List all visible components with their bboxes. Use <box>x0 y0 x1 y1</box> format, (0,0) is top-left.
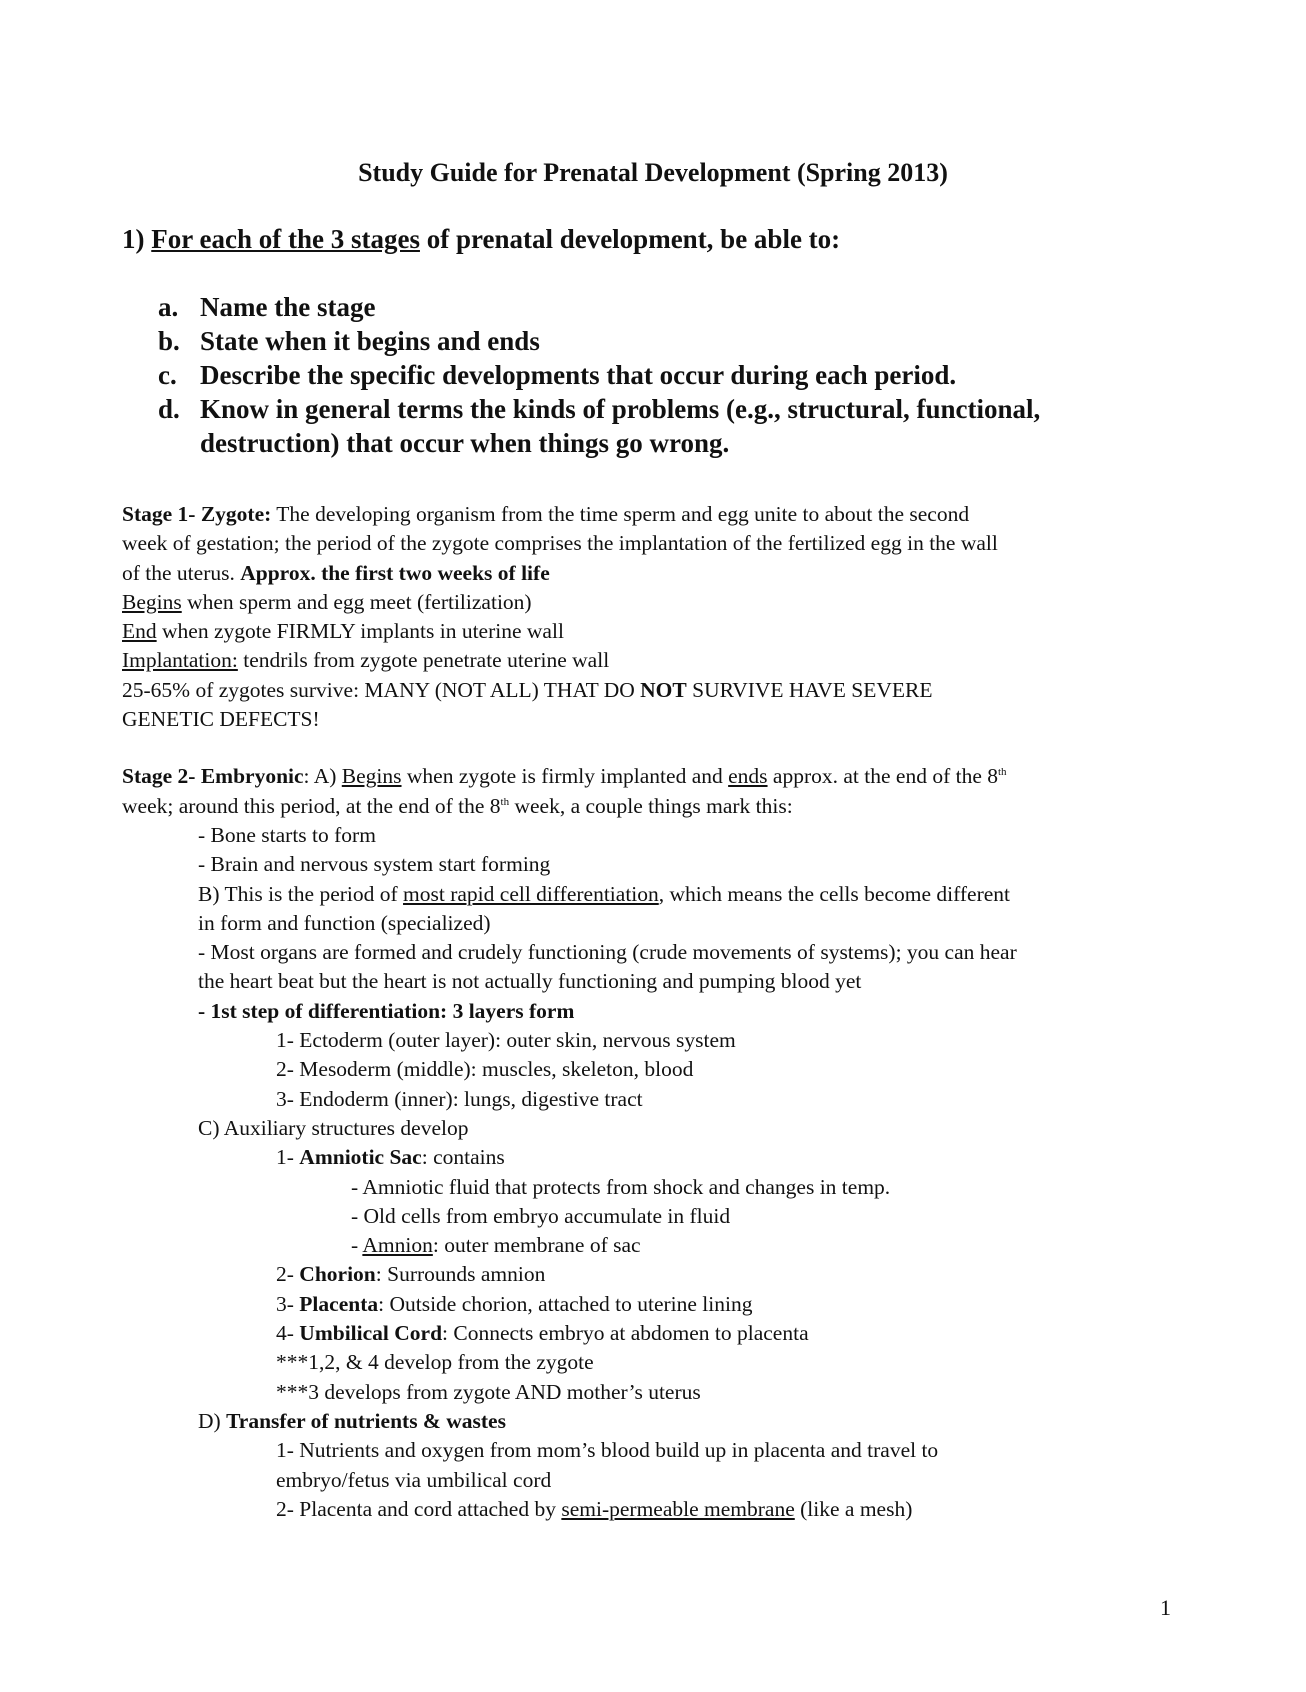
stage2-begins: Begins <box>341 764 402 789</box>
cord-text: : Connects embryo at abdomen to placenta <box>442 1321 809 1346</box>
d2-line <box>122 1495 1182 1524</box>
stage1-begins-text: when sperm and egg meet (fertilization) <box>181 589 532 614</box>
stage2-organs-2: the heart beat but the heart is not actually functioning and pumping blood yet <box>198 969 862 994</box>
paragraph-gap <box>122 734 1182 762</box>
stage1-implantation-text: tendrils from zygote penetrate uterine wall <box>237 648 610 673</box>
objective-text: Describe the specific developments that occur during each period. <box>200 360 957 390</box>
umbilical-cord-line <box>122 1319 1182 1348</box>
chorion-text: : Surrounds amnion <box>375 1262 546 1287</box>
amniotic-text: : contains <box>421 1145 505 1170</box>
note-2: ***3 develops from zygote AND mother’s uterus <box>276 1379 701 1404</box>
amnion-dash: - <box>351 1233 363 1258</box>
stage1-survive-not: NOT <box>640 677 687 702</box>
objective-item <box>158 324 1158 358</box>
stage1-desc-2: week of gestation; the period of the zygote comprises the implantation of the fertilized egg in the wall <box>122 531 998 556</box>
d1-line-1: 1- Nutrients and oxygen from mom’s blood build up in placenta and travel to <box>276 1438 939 1463</box>
stage2-intro-line <box>122 762 1182 791</box>
document-title: Study Guide for Prenatal Development (Spring 2013) <box>358 158 948 187</box>
note-1: ***1,2, & 4 develop from the zygote <box>276 1350 594 1375</box>
stage2-b-pre: B) This is the period of <box>198 881 404 906</box>
d-prefix: D) <box>198 1408 227 1433</box>
stage2-a-mid: when zygote is firmly implanted and <box>401 764 729 789</box>
old-cells: - Old cells from embryo accumulate in fluid <box>351 1203 731 1228</box>
stage1-implantation-label: Implantation: <box>122 648 238 673</box>
objective-letter: c. <box>158 360 177 390</box>
stage2-b-line-2: in form and function (specialized) <box>198 910 491 935</box>
stage1-intro-line <box>122 500 1182 529</box>
stage2-a-tail: approx. at the end of the 8 <box>767 764 998 789</box>
objective-item <box>158 392 1158 460</box>
germ-layer-item: 3- Endoderm (inner): lungs, digestive tract <box>276 1086 643 1111</box>
chorion-label: Chorion <box>299 1262 376 1287</box>
superscript-th: th <box>998 766 1007 779</box>
amnion-line <box>122 1231 1182 1260</box>
document-body <box>122 500 1182 1524</box>
cord-label: Umbilical Cord <box>299 1321 443 1346</box>
stage2-b-line <box>122 880 1182 909</box>
objective-text: Know in general terms the kinds of problems (e.g., structural, functional, destruction) that occur when things go wrong. <box>200 394 1041 458</box>
stage2-brain: - Brain and nervous system start forming <box>198 852 551 877</box>
d-label: Transfer of nutrients & wastes <box>226 1408 506 1433</box>
d2-pre: 2- Placenta and cord attached by <box>276 1496 562 1521</box>
heading-underlined: For each of the 3 stages <box>151 224 420 254</box>
stage1-end-text: when zygote FIRMLY implants in uterine wall <box>156 619 564 644</box>
cord-num: 4- <box>276 1321 300 1346</box>
stage1-approx: Approx. the first two weeks of life <box>240 560 550 585</box>
stage2-b-underlined: most rapid cell differentiation <box>403 881 659 906</box>
stage1-survive-b: SURVIVE HAVE SEVERE <box>686 677 933 702</box>
placenta-label: Placenta <box>299 1291 379 1316</box>
amniotic-sac-line <box>122 1143 1182 1172</box>
chorion-num: 2- <box>276 1262 300 1287</box>
d2-post: (like a mesh) <box>794 1496 913 1521</box>
stage2-a-l2-pre: week; around this period, at the end of the 8 <box>122 793 501 818</box>
objectives-list <box>158 290 1158 460</box>
stage1-survive-line <box>122 676 1182 705</box>
stage2-a-line-2 <box>122 792 1182 821</box>
amniotic-fluid: - Amniotic fluid that protects from shock and changes in temp. <box>351 1174 891 1199</box>
heading-number: 1) <box>122 224 152 254</box>
stage2-a-colon: : A) <box>303 764 342 789</box>
page-number: 1 <box>1160 1595 1171 1620</box>
objective-letter: a. <box>158 292 179 322</box>
placenta-text: : Outside chorion, attached to uterine lining <box>378 1291 753 1316</box>
germ-layer-item: 1- Ectoderm (outer layer): outer skin, nervous system <box>276 1028 736 1053</box>
stage1-survive-a: 25-65% of zygotes survive: MANY (NOT ALL) THAT DO <box>122 677 641 702</box>
stage1-desc-3-line <box>122 559 1182 588</box>
stage1-desc-1: The developing organism from the time sperm and egg unite to about the second <box>271 502 970 526</box>
amnion-label: Amnion <box>362 1233 433 1258</box>
objective-item <box>158 358 1158 392</box>
stage1-survive-line-2: GENETIC DEFECTS! <box>122 707 320 732</box>
section-heading <box>122 224 840 255</box>
germ-layer-item: 2- Mesoderm (middle): muscles, skeleton, blood <box>276 1057 694 1082</box>
superscript-th: th <box>500 795 510 808</box>
placenta-line <box>122 1290 1182 1319</box>
stage1-end-line <box>122 617 1182 646</box>
stage1-begins-line <box>122 588 1182 617</box>
heading-rest: of prenatal development, be able to: <box>419 224 841 254</box>
stage2-first-step: - 1st step of differentiation: 3 layers form <box>198 998 575 1023</box>
placenta-num: 3- <box>276 1291 300 1316</box>
objective-letter: b. <box>158 326 180 356</box>
stage1-label: Stage 1- Zygote: <box>122 502 272 526</box>
d1-line-2: embryo/fetus via umbilical cord <box>276 1467 552 1492</box>
objective-text: Name the stage <box>200 292 376 322</box>
stage2-d-line <box>122 1407 1182 1436</box>
amnion-text: : outer membrane of sac <box>432 1233 641 1258</box>
stage1-begins-label: Begins <box>122 589 182 614</box>
objective-letter: d. <box>158 394 180 424</box>
stage2-c-label: C) Auxiliary structures develop <box>198 1115 469 1140</box>
stage2-a-l2-post: week, a couple things mark this: <box>509 793 793 818</box>
stage2-b-post: , which means the cells become different <box>658 881 1010 906</box>
stage1-implantation-line <box>122 646 1182 675</box>
stage1-end-label: End <box>122 619 157 644</box>
stage2-ends: ends <box>728 764 768 789</box>
stage2-label: Stage 2- Embryonic <box>122 764 304 789</box>
amniotic-label: Amniotic Sac <box>299 1145 422 1170</box>
objective-item <box>158 290 1158 324</box>
d2-underlined: semi-permeable membrane <box>561 1496 795 1521</box>
chorion-line <box>122 1260 1182 1289</box>
objective-text: State when it begins and ends <box>200 326 540 356</box>
amniotic-num: 1- <box>276 1145 300 1170</box>
stage2-organs-1: - Most organs are formed and crudely functioning (crude movements of systems); you can hear <box>198 940 1017 965</box>
stage1-desc-3: of the uterus. <box>122 560 241 585</box>
stage2-bone: - Bone starts to form <box>198 822 376 847</box>
